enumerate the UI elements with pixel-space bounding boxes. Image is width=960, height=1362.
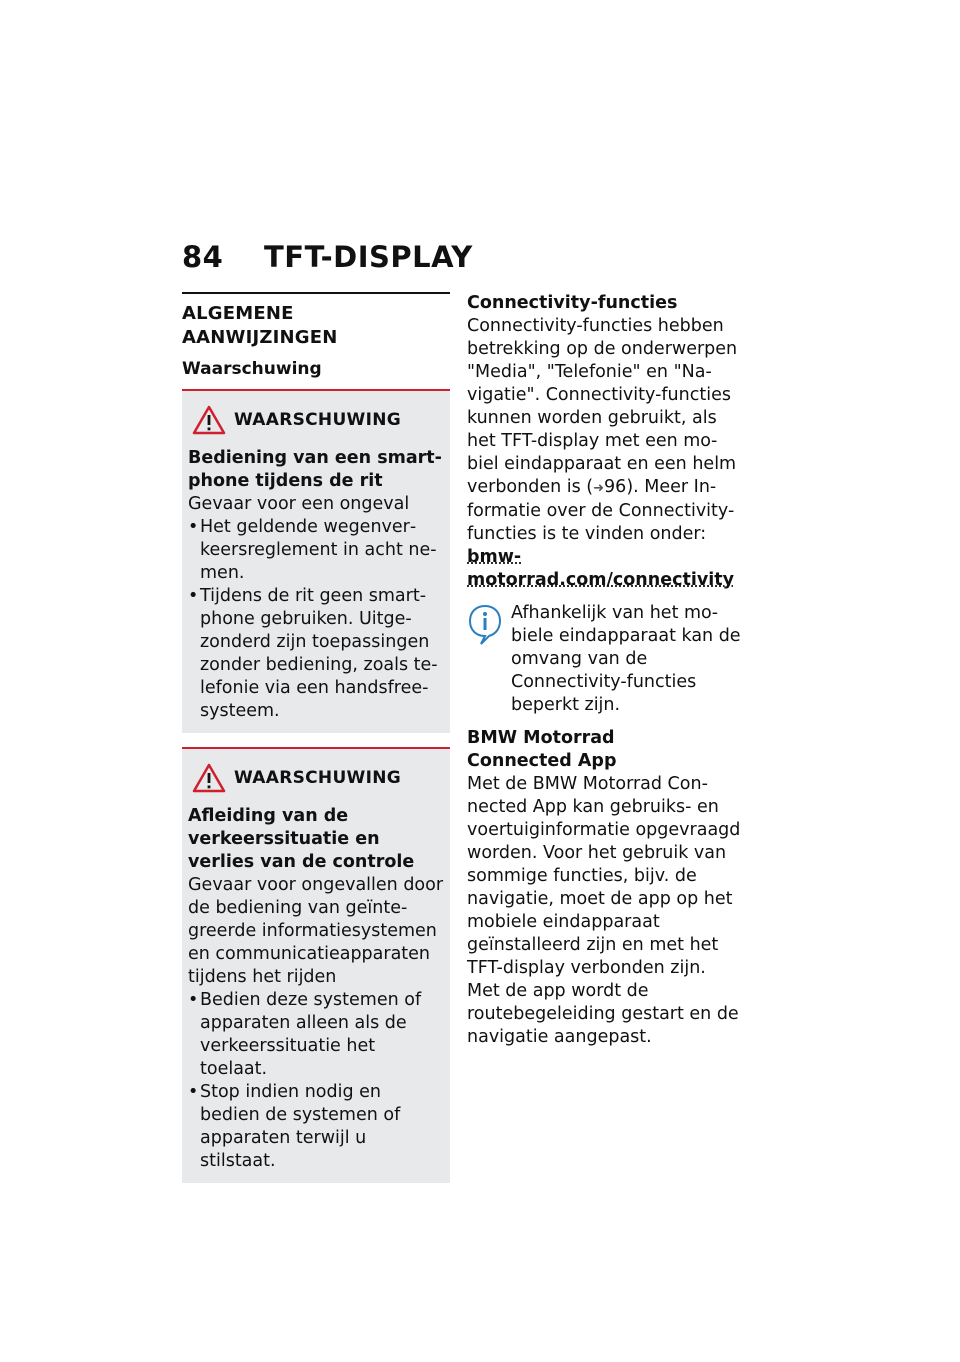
section-divider [182, 292, 450, 294]
connectivity-text-before: Connectivity-functies hebben betrekking op de onderwerpen "Media", "Telefonie" en "Navigatie". Connectivity-functies kunnen worden gebruikt, als het TFT-display met een mobiel eindapparaat en een helm verbonden is ( [467, 316, 738, 497]
warning-box-2 [182, 747, 450, 1183]
app-title-line2: Connected App [467, 751, 617, 771]
list-item: • Het geldende wegenverkeersreglement in acht nemen. [188, 516, 444, 585]
warning-triangle-icon [192, 763, 226, 793]
list-item: • Bedien deze systemen of apparaten alleen als de verkeerssituatie het toelaat. [188, 989, 444, 1081]
warning-label: WAARSCHUWING [234, 767, 402, 788]
cross-reference-arrow-icon: ➜ [593, 481, 605, 496]
left-column [182, 292, 450, 1197]
list-item: • Stop indien nodig en bedien de systemen of apparaten terwijl u stilstaat. [188, 1081, 444, 1173]
page-title: TFT-DISPLAY [264, 240, 473, 274]
info-note-text: Afhankelijk van het mobiele eindapparaat kan de omvang van de Connectivity-functies beperkt zijn. [511, 603, 741, 715]
app-title-line1: BMW Motorrad [467, 728, 615, 748]
info-icon [467, 604, 503, 646]
app-section [467, 727, 742, 1049]
warning-heading: Afleiding van de verkeerssituatie en verlies van de controle [188, 806, 415, 872]
warning-bullets [188, 989, 444, 1173]
connectivity-title: Connectivity-functies [467, 293, 678, 313]
warning-heading: Bediening van een smartphone tijdens de rit [188, 448, 442, 491]
subsection-title: Waarschuwing [182, 359, 322, 379]
warning-text: Gevaar voor een ongeval [188, 494, 410, 514]
connectivity-text [467, 315, 742, 592]
page-header [182, 240, 473, 274]
warning-text: Gevaar voor ongevallen door de bediening van geïntegreerde informatiesystemen en communicatieapparaten tijdens het rijden [188, 875, 444, 987]
warning-box-1 [182, 389, 450, 733]
warning-bullets [188, 516, 444, 723]
list-item: • Tijdens de rit geen smartphone gebruiken. Uitgezonderd zijn toepassingen zonder bediening, zoals telefonie via een handsfree-systeem. [188, 585, 444, 723]
section-title: ALGEMENE AANWIJZINGEN [182, 303, 338, 348]
warning-header [188, 405, 444, 435]
connectivity-link[interactable]: bmw-motorrad.com/connectivity [467, 547, 735, 590]
app-text: Met de BMW Motorrad Connected App kan gebruiks- en voertuiginformatie opgevraagd worden. Voor het gebruik van sommige functies, bijv. de navigatie, moet de app op het mobiele eindapparaat geïnstalleerd zijn en met het TFT-display verbonden zijn. Met de app wordt de routebegeleiding gestart en de navigatie aangepast. [467, 774, 741, 1047]
cross-reference-page[interactable]: 96 [604, 477, 627, 497]
warning-triangle-icon [192, 405, 226, 435]
right-column [467, 292, 742, 1049]
warning-label: WAARSCHUWING [234, 409, 402, 430]
connectivity-text-after: ). Meer Informatie over de Connectivity-functies is te vinden onder: [467, 477, 735, 544]
page-number: 84 [182, 240, 224, 274]
warning-header [188, 763, 444, 793]
info-note [467, 602, 742, 717]
